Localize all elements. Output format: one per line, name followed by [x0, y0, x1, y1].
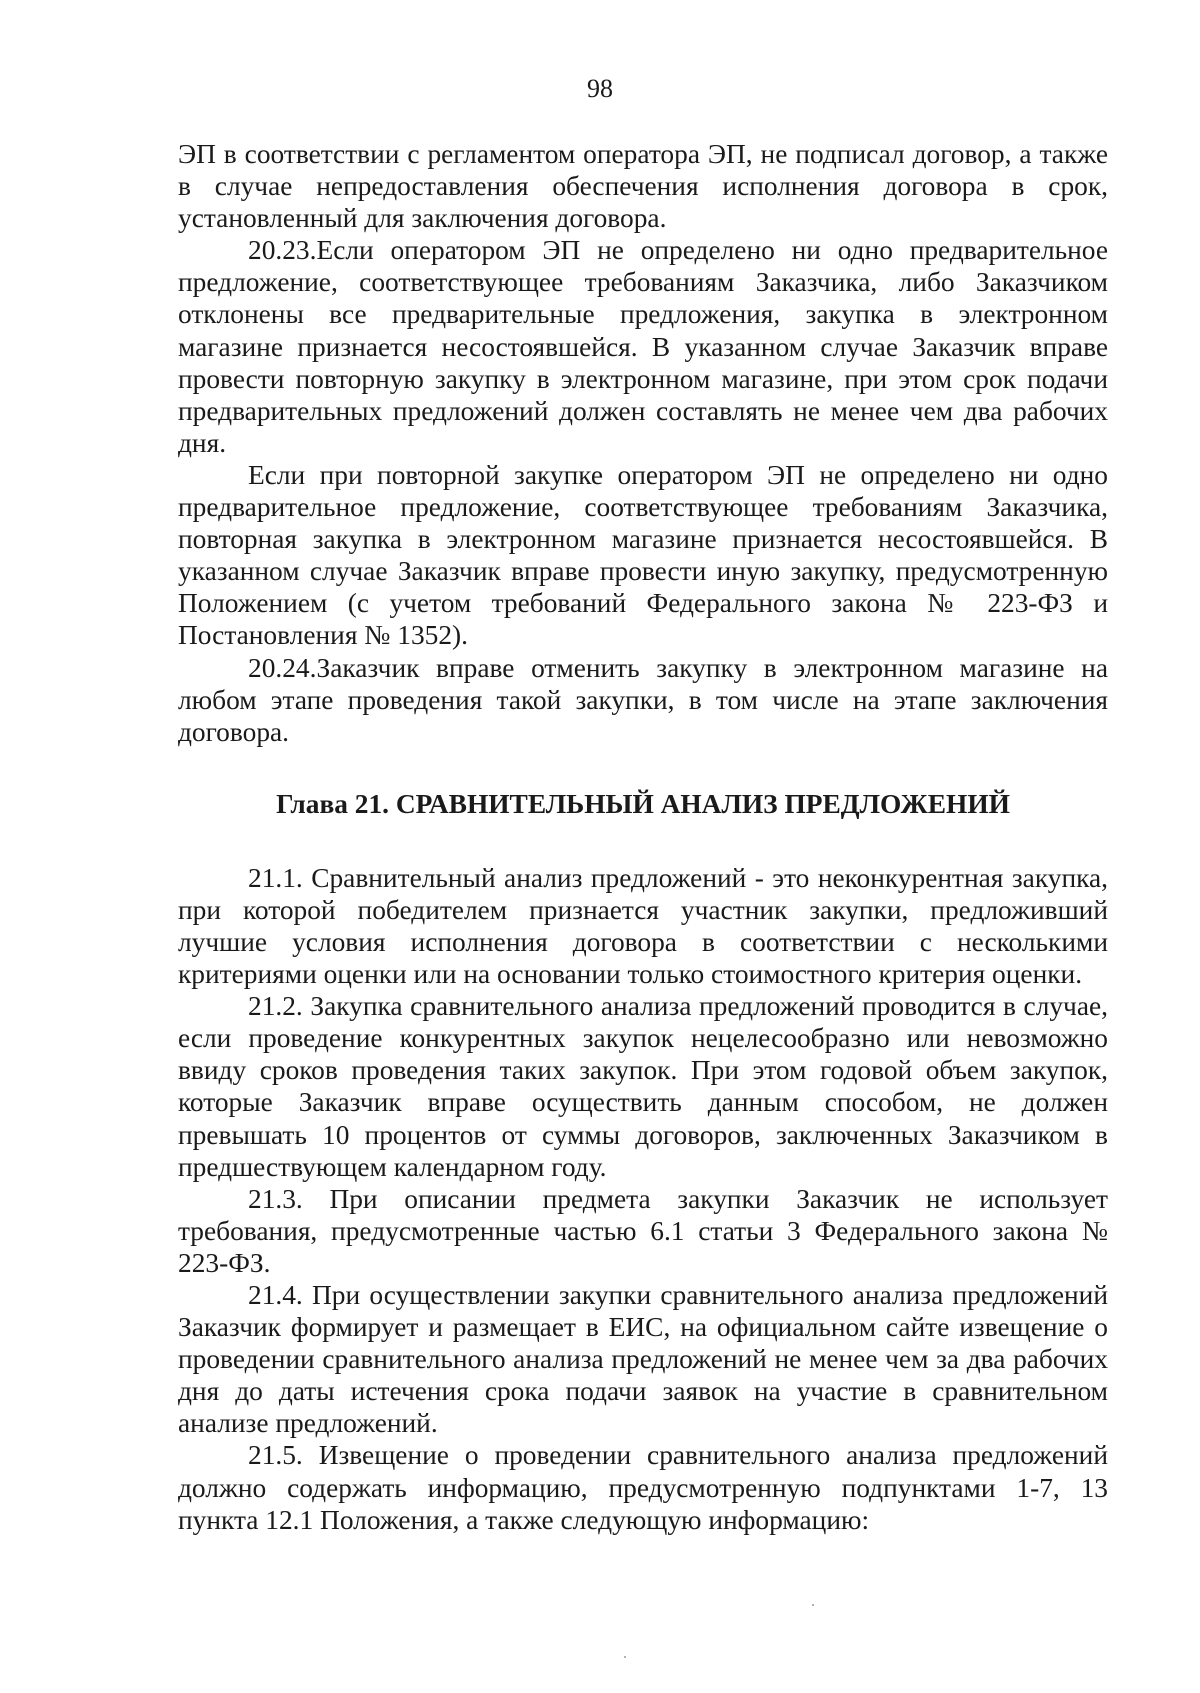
paragraph-21-4: 21.4. При осуществлении закупки сравнительного анализа предложений Заказчик формирует и размещает в ЕИС, на официальном сайте извещение о проведении сравнительного анализа предложений не менее чем за два рабочих дня до даты истечения срока подачи заявок на участие в сравнительном анализе предложений.	[178, 1280, 1108, 1439]
document-body	[178, 138, 1108, 1536]
scan-artifact	[812, 1604, 814, 1606]
paragraph-21-3: 21.3. При описании предмета закупки Заказчик не использует требования, предусмотренные частью 6.1 статьи 3 Федерального закона № 223-ФЗ.	[178, 1183, 1108, 1278]
paragraph-21-5: 21.5. Извещение о проведении сравнительного анализа предложений должно содержать информацию, предусмотренную подпунктами 1-7, 13 пункта 12.1 Положения, а также следующую информацию:	[178, 1440, 1108, 1535]
paragraph-continuation: ЭП в соответствии с регламентом оператора ЭП, не подписал договор, а также в случае непредоставления обеспечения исполнения договора в срок, установленный для заключения договора.	[178, 139, 1108, 234]
page-number: 98	[587, 74, 613, 103]
chapter-heading: Глава 21. СРАВНИТЕЛЬНЫЙ АНАЛИЗ ПРЕДЛОЖЕНИЙ	[276, 788, 1010, 819]
paragraph-20-23: 20.23.Если оператором ЭП не определено ни одно предварительное предложение, соответствующее требованиям Заказчика, либо Заказчиком отклонены все предварительные предложения, закупка в электронном магазине признается несостоявшейся. В указанном случае Заказчик вправе провести повторную закупку в электронном магазине, при этом срок подачи предварительных предложений должен составлять не менее чем два рабочих дня.	[178, 235, 1108, 458]
paragraph-20-24: 20.24.Заказчик вправе отменить закупку в электронном магазине на любом этапе проведения такой закупки, в том числе на этапе заключения договора.	[178, 652, 1108, 747]
paragraph-21-2: 21.2. Закупка сравнительного анализа предложений проводится в случае, если проведение конкурентных закупок нецелесообразно или невозможно ввиду сроков проведения таких закупок. При этом годовой объем закупок, которые Заказчик вправе осуществить данным способом, не должен превышать 10 процентов от суммы договоров, заключенных Заказчиком в предшествующем календарном году.	[178, 991, 1108, 1182]
scan-artifact	[624, 1656, 626, 1658]
paragraph-20-23-repeat: Если при повторной закупке оператором ЭП не определено ни одно предварительное предложение, соответствующее требованиям Заказчика, повторная закупка в электронном магазине признается несостоявшейся. В указанном случае Заказчик вправе провести иную закупку, предусмотренную Положением (с учетом требований Федерального закона № 223-ФЗ и Постановления № 1352).	[178, 459, 1108, 651]
paragraph-21-1: 21.1. Сравнительный анализ предложений - это неконкурентная закупка, при которой победителем признается участник закупки, предложивший лучшие условия исполнения договора в соответствии с несколькими критериями оценки или на основании только стоимостного критерия оценки.	[178, 862, 1108, 990]
